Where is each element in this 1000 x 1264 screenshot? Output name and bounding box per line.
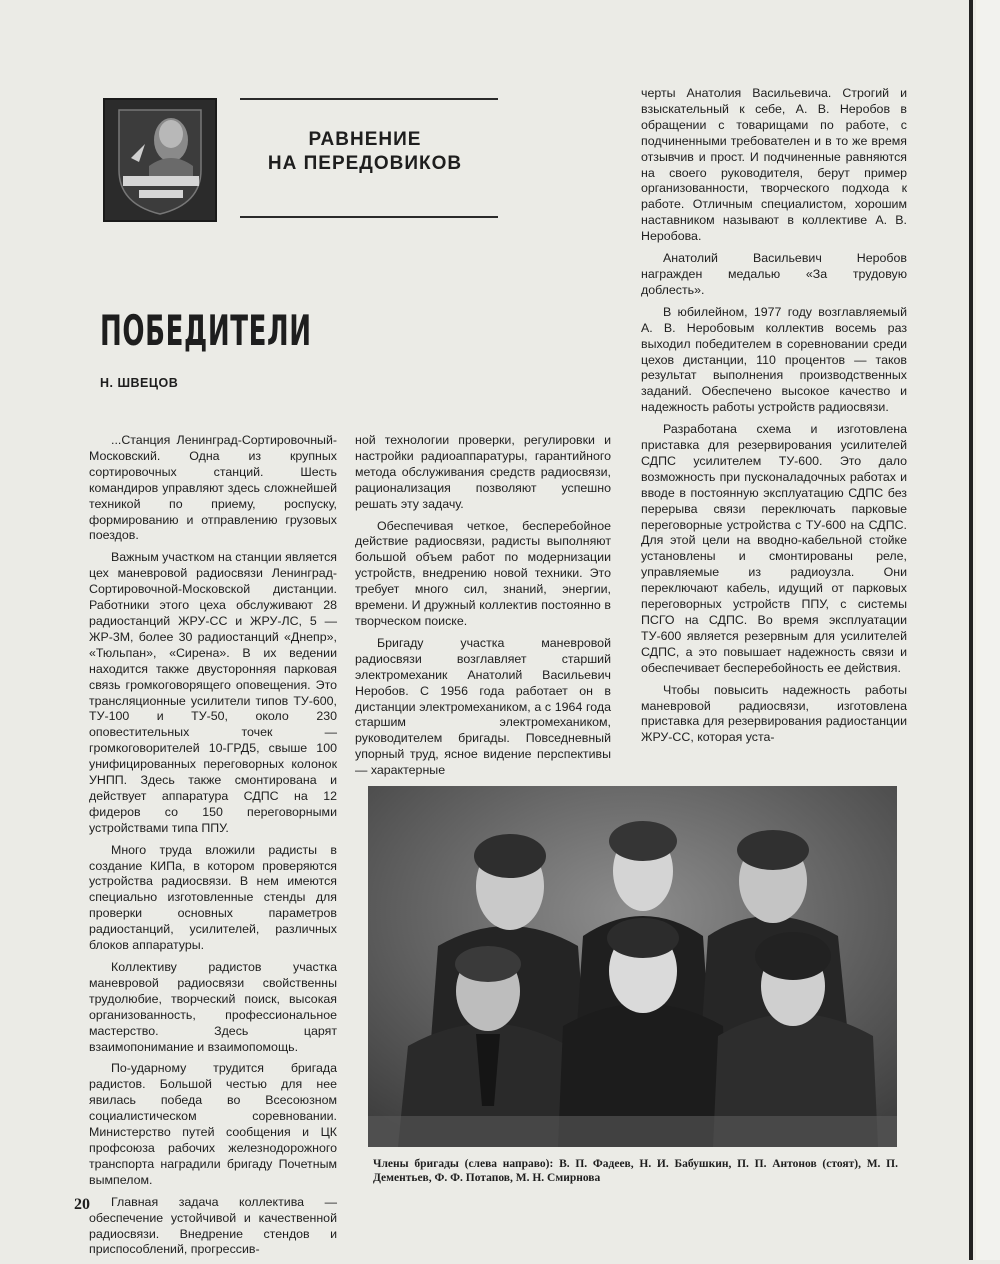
rubric-heading [245, 128, 485, 176]
paragraph: Важным участком на станции является цех маневровой радиосвязи Ленинград-Сортировочной-Московской дистанции. Работники этого цеха обслуживают 28 радиостанций ЖРУ-СС и ЖРУ-ЛС, 5 — ЖР-3М, более 30 радиостанций «Днепр», «Тюльпан», «Сирена». В их ведении находится также двусторонняя парковая связь громкоговорящего оповещения. Это трансляционные усилители типов ТУ-600, ТУ-100 и ТУ-50, около 230 оповестительных точек — громкоговорителей 10-ГРД5, свыше 100 унифицированных переговорных колонок УНПП. Здесь также смонтирована и действует аппаратура СДПС на 12 фидеров со 150 переговорными устройствами типа ППУ. [89, 550, 337, 835]
paragraph: По-ударному трудится бригада радистов. Большой честью для нее явилась победа во Всесоюзном социалистическом соревновании. Министерство путей сообщения и ЦК профсоюза рабочих железнодорожного транспорта наградили бригаду Почетным вымпелом. [89, 1061, 337, 1187]
page-number: 20 [74, 1196, 90, 1213]
paragraph: ной технологии проверки, регулировки и настройки радиоаппаратуры, гарантийного метода обслуживания средств радиосвязи, рационализация позволяют успешно решать эту задачу. [355, 433, 611, 511]
photo-caption: Члены бригады (слева направо): В. П. Фадеев, Н. И. Бабушкин, П. П. Антонов (стоят), М. П. Дементьев, Ф. Ф. Потапов, М. Н. Смирнова [373, 1158, 898, 1184]
group-photo [368, 786, 897, 1147]
paragraph: В юбилейном, 1977 году возглавляемый А. В. Неробовым коллектив восемь раз выходил победителем в соревновании среди цехов дистанции, 110 процентов — таков результат выполнения производственных заданий. Обеспечено высокое качество и надежность работы устройств радиосвязи. [641, 304, 907, 415]
binding-edge-line [969, 0, 973, 1260]
paragraph: Обеспечивая четкое, бесперебойное действие радиосвязи, радисты выполняют большой объем работ по модернизации устройств, внедрению новой техники. Это требует много сил, знаний, энергии, времени. И дружный коллектив постоянно в творческом поиске. [355, 518, 611, 628]
paragraph: Бригаду участка маневровой радиосвязи возглавляет старший электромеханик Анатолий Васильевич Неробов. С 1956 года работает он в дистанции электромехаником, а с 1964 года старшим электромехаником, руководителем бригады. Повседневный упорный труд, ясное видение перспективы — характерные [355, 635, 611, 778]
paragraph: Анатолий Васильевич Неробов награжден медалью «За трудовую доблесть». [641, 251, 907, 297]
paragraph: черты Анатолия Васильевича. Строгий и взыскательный к себе, А. В. Неробов в обращении с товарищами по работе, с подчиненными требователен и в то же время отзывчив и прост. И подчиненные равняются на своего руководителя, берут пример организованности, творческого подхода к работе. Отличным специалистом, хорошим наставником называют в коллективе А. В. Неробова. [641, 86, 907, 244]
text-column-2 [355, 433, 611, 785]
article-title: ПОБЕДИТЕЛИ [100, 306, 312, 355]
group-photo-image [368, 786, 897, 1147]
badge-emblem-icon [105, 100, 215, 220]
text-column-3 [641, 86, 907, 752]
rubric-badge [103, 98, 217, 222]
rubric-line-2: НА ПЕРЕДОВИКОВ [267, 153, 463, 174]
paragraph: Разработана схема и изготовлена приставка для резервирования усилителей СДПС усилителем ТУ-600. Это дало возможность при пусконаладочных работах и вводе в постоянную эксплуатацию СДПС без перерыва связи переключать парковые переговорные устройства с ТУ-600 на СДПС. Для этой цели на вводно-кабельной стойке установлены и смонтированы реле, управляемые из радиоузла. Они переключают кабель, идущий от парковых переговорных устройств ППУ, с системы ПСГО на СДПС. Во время эксплуатации ТУ-600 является резервным для усилителей СДПС, а это повышает надежность связи и обеспечивает бесперебойность ее действия. [641, 422, 907, 675]
paragraph: Чтобы повысить надежность работы маневровой радиосвязи, изготовлена приставка для резервирования радиостанции ЖРУ-СС, которая уста- [641, 682, 907, 745]
rubric-bottom-rule [240, 216, 498, 218]
text-column-1 [89, 433, 337, 1264]
paragraph: ...Станция Ленинград-Сортировочный-Московский. Одна из крупных сортировочных станций. Шесть командиров управляют здесь сложнейшей техникой по приему, роспуску, формированию и отправлению грузовых поездов. [89, 433, 337, 543]
paragraph: Много труда вложили радисты в создание КИПа, в котором проверяются устройства радиосвязи. В нем имеются специально изготовленные стенды для проверки основных параметров радиостанций, усилителей, различных блоков аппаратуры. [89, 842, 337, 953]
article-author: Н. ШВЕЦОВ [100, 376, 179, 390]
paragraph: Коллективу радистов участка маневровой радиосвязи свойственны трудолюбие, творческий поиск, высокая организованность, профессиональное мастерство. Здесь царят взаимопонимание и взаимопомощь. [89, 960, 337, 1054]
rubric-top-rule [240, 98, 498, 100]
page-edge [976, 0, 1000, 1260]
rubric-line-1: РАВНЕНИЕ [308, 129, 422, 150]
paragraph: Главная задача коллектива — обеспечение устойчивой и качественной радиосвязи. Внедрение стендов и приспособлений, прогрессив- [89, 1194, 337, 1257]
